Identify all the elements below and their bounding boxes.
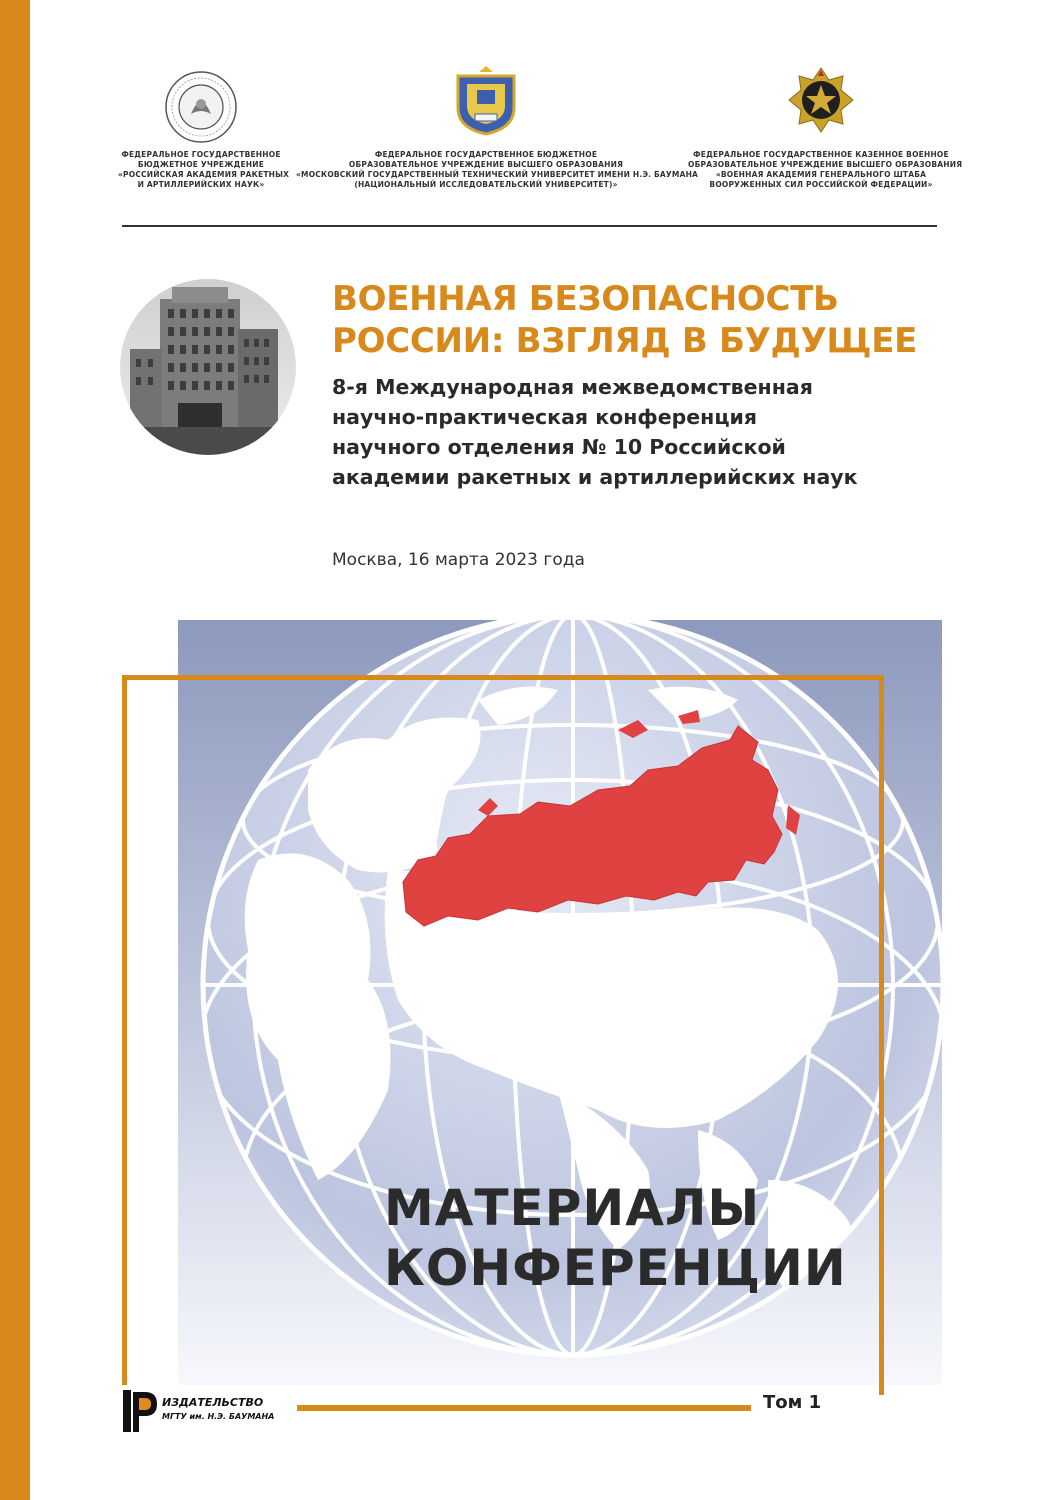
frame-left bbox=[122, 675, 127, 1385]
conference-title bbox=[332, 278, 917, 362]
subtitle-line: научно-практическая конференция bbox=[332, 405, 758, 429]
org-line: ОБРАЗОВАТЕЛЬНОЕ УЧРЕЖДЕНИЕ ВЫСШЕГО ОБРАЗОВАНИЯ bbox=[688, 160, 963, 169]
org-line: ФЕДЕРАЛЬНОЕ ГОСУДАРСТВЕННОЕ БЮДЖЕТНОЕ bbox=[374, 150, 598, 159]
header-divider bbox=[122, 225, 937, 227]
subtitle-line: 8-я Международная межведомственная bbox=[332, 375, 813, 399]
left-accent-bar bbox=[0, 0, 30, 1500]
title-line: РОССИИ: ВЗГЛЯД В БУДУЩЕЕ bbox=[332, 321, 918, 361]
publisher-name bbox=[162, 1396, 274, 1424]
org-line: ОБРАЗОВАТЕЛЬНОЕ УЧРЕЖДЕНИЕ ВЫСШЕГО ОБРАЗОВАНИЯ bbox=[348, 160, 624, 169]
org-line: ФЕДЕРАЛЬНОЕ ГОСУДАРСТВЕННОЕ КАЗЕННОЕ ВОЕННОЕ bbox=[693, 150, 949, 159]
org-line: И АРТИЛЛЕРИЙСКИХ НАУК» bbox=[137, 180, 265, 189]
title-line: ВОЕННАЯ БЕЗОПАСНОСТЬ bbox=[332, 279, 839, 319]
conference-subtitle bbox=[332, 372, 858, 492]
bmstu-coat-of-arms-icon bbox=[453, 64, 519, 136]
building-photo bbox=[120, 279, 296, 455]
materials-line: МАТЕРИАЛЫ bbox=[384, 1179, 761, 1237]
subtitle-line: академии ракетных и артиллерийских наук bbox=[332, 465, 858, 489]
frame-top bbox=[122, 675, 884, 680]
frame-bottom bbox=[297, 1405, 751, 1411]
org-text-academy bbox=[118, 150, 290, 190]
org-line: ВООРУЖЕННЫХ СИЛ РОССИЙСКОЙ ФЕДЕРАЦИИ» bbox=[709, 180, 933, 189]
materials-heading bbox=[384, 1178, 847, 1298]
org-line: «МОСКОВСКИЙ ГОСУДАРСТВЕННЫЙ ТЕХНИЧЕСКИЙ УНИВЕРСИТЕТ ИМЕНИ Н.Э. БАУМАНА bbox=[296, 170, 699, 179]
org-text-general-staff bbox=[688, 150, 963, 190]
frame-right bbox=[879, 675, 884, 1395]
publisher-logo-icon bbox=[123, 1388, 159, 1434]
academy-seal-icon bbox=[164, 70, 238, 144]
volume-label: Том 1 bbox=[763, 1392, 822, 1413]
subtitle-line: научного отделения № 10 Российской bbox=[332, 435, 786, 459]
general-staff-academy-emblem-icon bbox=[787, 66, 855, 134]
org-line: «ВОЕННАЯ АКАДЕМИЯ ГЕНЕРАЛЬНОГО ШТАБА bbox=[715, 170, 927, 179]
org-line: (НАЦИОНАЛЬНЫЙ ИССЛЕДОВАТЕЛЬСКИЙ УНИВЕРСИТЕТ)» bbox=[354, 180, 618, 189]
publisher-line2: МГТУ им. Н.Э. БАУМАНА bbox=[162, 1412, 275, 1421]
org-text-bmstu bbox=[296, 150, 699, 190]
place-date: Москва, 16 марта 2023 года bbox=[332, 550, 585, 570]
materials-line: КОНФЕРЕНЦИИ bbox=[384, 1239, 847, 1297]
org-line: «РОССИЙСКАЯ АКАДЕМИЯ РАКЕТНЫХ bbox=[118, 170, 290, 179]
org-line: БЮДЖЕТНОЕ УЧРЕЖДЕНИЕ bbox=[137, 160, 265, 169]
publisher-line1: ИЗДАТЕЛЬСТВО bbox=[162, 1396, 264, 1409]
org-line: ФЕДЕРАЛЬНОЕ ГОСУДАРСТВЕННОЕ bbox=[121, 150, 281, 159]
